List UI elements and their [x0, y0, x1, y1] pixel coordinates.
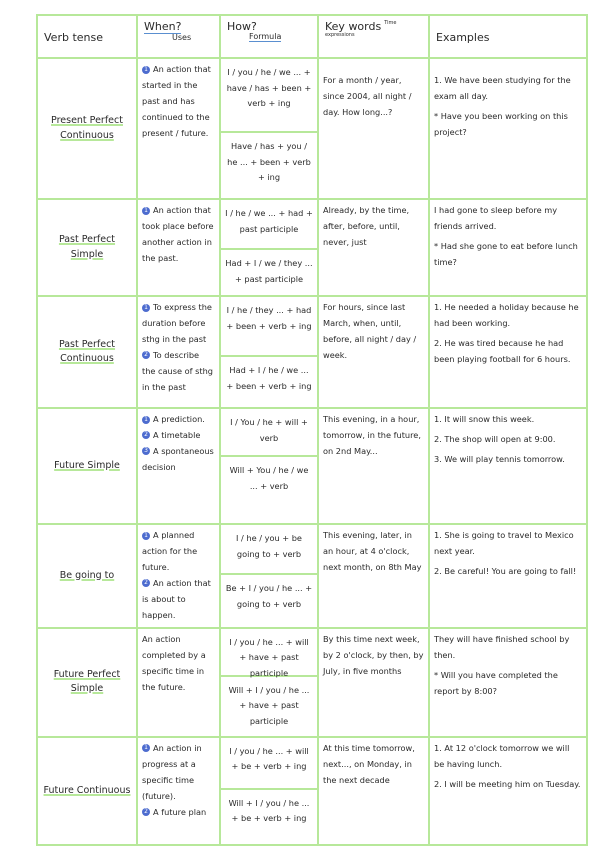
- keywords-cell: By this time next week, by 2 o'clock, by then, by July, in five months: [318, 628, 429, 737]
- header-when: When? Uses: [137, 15, 220, 58]
- example-sentence: 1. At 12 o'clock tomorrow we will be having lunch.: [434, 742, 570, 769]
- header-how: How? Formula: [220, 15, 318, 58]
- number-1-icon: 1: [142, 66, 150, 74]
- tense-name: Past Perfect Simple: [37, 199, 137, 296]
- formula-cell: [220, 199, 318, 296]
- keywords-cell: For a month / year, since 2004, all night / day. How long...?: [318, 58, 429, 199]
- formula-affirmative: I / he / we ... + had + past participle: [225, 208, 313, 234]
- number-3-icon: 3: [142, 447, 150, 455]
- example-sentence: 2. Be careful! You are going to fall!: [434, 565, 577, 576]
- formula-affirmative: I / he / they ... + had + been + verb + ing: [226, 305, 312, 331]
- number-1-icon: 1: [142, 416, 150, 424]
- formula-cell: [220, 524, 318, 628]
- example-sentence: * Will you have completed the report by 8:00?: [434, 669, 558, 696]
- tense-row: [37, 408, 587, 524]
- formula-question: Will + I / you / he ... + have + past participle: [221, 675, 317, 736]
- uses-cell: 1 A planned action for the future. 2 An action that is about to happen.: [137, 524, 220, 628]
- example-sentence: * Have you been working on this project?: [434, 110, 568, 137]
- examples-cell: [429, 408, 587, 524]
- example-sentence: They will have finished school by then.: [434, 633, 570, 660]
- example-sentence: 2. I will be meeting him on Tuesday.: [434, 778, 581, 789]
- tense-name: Future Perfect Simple: [37, 628, 137, 737]
- formula-question: Be + I / you / he ... + going to + verb: [221, 573, 317, 618]
- number-2-icon: 2: [142, 579, 150, 587]
- tense-name: Past Perfect Continuous: [37, 296, 137, 408]
- number-2-icon: 2: [142, 431, 150, 439]
- example-sentence: * Had she gone to eat before lunch time?: [434, 240, 578, 267]
- example-sentence: 1. He needed a holiday because he had been working.: [434, 302, 579, 328]
- formula-question: Have / has + you / he ... + been + verb + ing: [221, 131, 317, 192]
- number-1-icon: 1: [142, 744, 150, 752]
- example-sentence: 1. She is going to travel to Mexico next year.: [434, 530, 574, 556]
- tense-row: [37, 58, 587, 199]
- example-sentence: 1. It will snow this week.: [434, 414, 535, 424]
- tense-row: [37, 296, 587, 408]
- example-sentence: 2. The shop will open at 9:00.: [434, 433, 556, 444]
- example-sentence: I had gone to sleep before my friends arrived.: [434, 205, 558, 231]
- formula-cell: [220, 58, 318, 199]
- header-key-words: Key words $^{Time expressions}$: [318, 15, 429, 58]
- header-row: [37, 15, 587, 58]
- formula-affirmative: I / you / he ... + will + have + past participle: [229, 636, 309, 679]
- tense-row: [37, 628, 587, 737]
- formula-affirmative: I / you / he / we ... + have / has + been + verb + ing: [226, 67, 312, 109]
- header-examples: Examples: [429, 15, 587, 58]
- examples-cell: [429, 296, 587, 408]
- uses-cell: 1 An action in progress at a specific time (future). 2 A future plan: [137, 737, 220, 845]
- number-2-icon: 2: [142, 351, 150, 359]
- formula-cell: [220, 737, 318, 845]
- formula-cell: [220, 408, 318, 524]
- examples-cell: [429, 524, 587, 628]
- tense-name: Be going to: [37, 524, 137, 628]
- number-1-icon: 1: [142, 304, 150, 312]
- formula-cell: [220, 296, 318, 408]
- formula-question: Had + I / he / we ... + been + verb + ing: [221, 355, 317, 400]
- formula-affirmative: I / he / you + be going to + verb: [236, 533, 302, 559]
- formula-cell: [220, 628, 318, 737]
- keywords-cell: This evening, later, in an hour, at 4 o'clock, next month, on 8th May: [318, 524, 429, 628]
- uses-cell: An action completed by a specific time in the future.: [137, 628, 220, 737]
- example-sentence: 3. We will play tennis tomorrow.: [434, 453, 565, 464]
- formula-affirmative: I / You / he + will + verb: [230, 417, 308, 443]
- example-sentence: 1. We have been studying for the exam all day.: [434, 75, 571, 101]
- formula-question: Had + I / we / they ... + past participle: [221, 248, 317, 293]
- number-2-icon: 2: [142, 808, 150, 816]
- tense-row: [37, 199, 587, 296]
- uses-cell: 1 An action that started in the past and has continued to the present / future.: [137, 58, 220, 199]
- tense-row: [37, 737, 587, 845]
- number-1-icon: 1: [142, 207, 150, 215]
- examples-cell: [429, 628, 587, 737]
- tense-table-sheet: [36, 14, 586, 824]
- keywords-cell: At this time tomorrow, next..., on Monday, in the next decade: [318, 737, 429, 845]
- formula-question: Will + You / he / we ... + verb: [221, 455, 317, 500]
- examples-cell: [429, 737, 587, 845]
- examples-cell: [429, 58, 587, 199]
- verb-tense-table: [36, 14, 588, 846]
- examples-cell: [429, 199, 587, 296]
- example-sentence: 2. He was tired because he had been playing football for 6 hours.: [434, 337, 571, 364]
- formula-question: Will + I / you / he ... + be + verb + ing: [221, 788, 317, 833]
- keywords-cell: Already, by the time, after, before, until, never, just: [318, 199, 429, 296]
- uses-cell: 1 To express the duration before sthg in the past 2 To describe the cause of sthg in the past: [137, 296, 220, 408]
- number-1-icon: 1: [142, 532, 150, 540]
- keywords-cell: For hours, since last March, when, until, before, all night / day / week.: [318, 296, 429, 408]
- header-verb-tense: Verb tense: [37, 15, 137, 58]
- uses-cell: 1 An action that took place before another action in the past.: [137, 199, 220, 296]
- uses-cell: 1 A prediction. 2 A timetable 3 A spontaneous decision: [137, 408, 220, 524]
- tense-row: [37, 524, 587, 628]
- formula-affirmative: I / you / he ... + will + be + verb + ing: [229, 745, 309, 772]
- tense-name: Future Simple: [37, 408, 137, 524]
- tense-name: Present Perfect Continuous: [37, 58, 137, 199]
- keywords-cell: This evening, in a hour, tomorrow, in the future, on 2nd May...: [318, 408, 429, 524]
- tense-name: Future Continuous: [37, 737, 137, 845]
